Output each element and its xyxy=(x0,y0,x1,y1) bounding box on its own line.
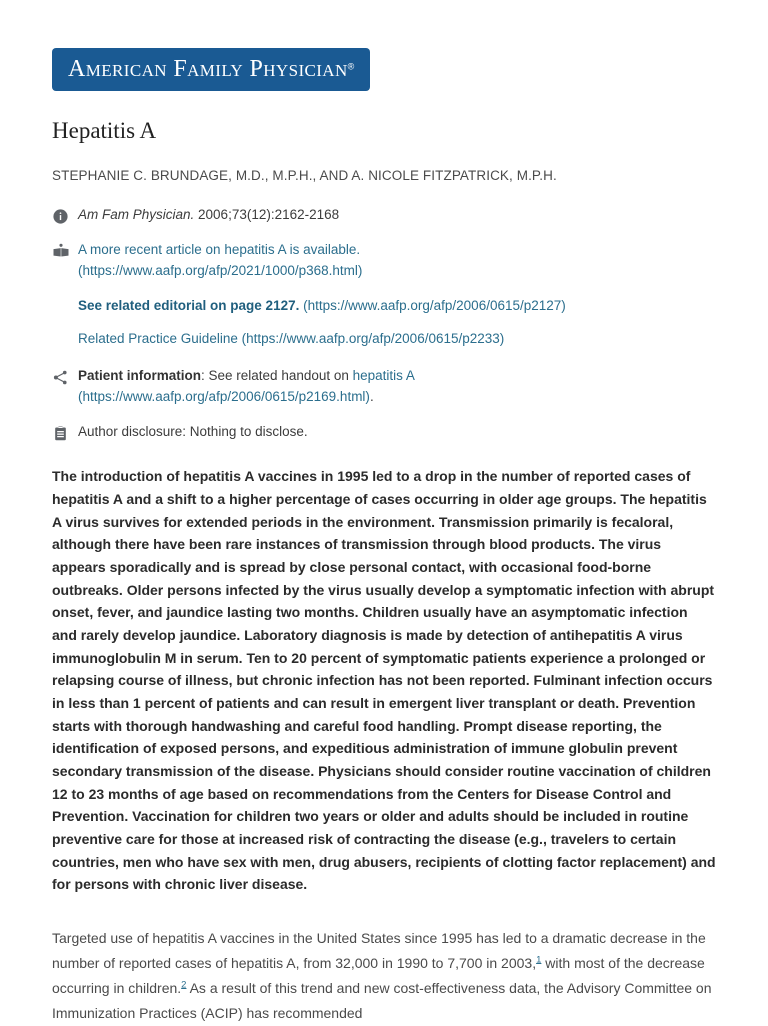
recent-article-row xyxy=(52,240,716,282)
author-list: STEPHANIE C. BRUNDAGE, M.D., M.P.H., AND A. NICOLE FITZPATRICK, M.P.H. xyxy=(52,167,557,183)
reference-link-2[interactable]: 2 xyxy=(181,979,187,991)
body-text-part-2: with most of the decrease occurring in children. xyxy=(52,954,705,996)
afp-logo-banner[interactable] xyxy=(52,48,370,91)
patient-handout-link[interactable]: hepatitis A xyxy=(352,368,415,384)
editorial-icon-spacer xyxy=(52,296,78,317)
citation-text xyxy=(78,205,716,226)
recent-article-text xyxy=(78,240,716,282)
patient-info-row xyxy=(52,366,716,408)
clipboard-icon xyxy=(52,422,78,443)
guideline-row xyxy=(52,329,716,350)
editorial-url[interactable]: (https://www.aafp.org/afp/2006/0615/p2127) xyxy=(299,298,566,314)
recent-article-url[interactable]: (https://www.aafp.org/afp/2021/1000/p368.html) xyxy=(78,263,363,279)
afp-logo-text: American Family Physician xyxy=(68,56,348,82)
guideline-link[interactable]: Related Practice Guideline (https://www.aafp.org/afp/2006/0615/p2233) xyxy=(78,331,505,347)
body-text-part-1: Targeted use of hepatitis A vaccines in the United States since 1995 has led to a dramatic decrease in the number of reported cases of hepatitis A, from 32,000 in 1990 to 7,700 in 2003, xyxy=(52,929,706,971)
patient-info-label: Patient information xyxy=(78,368,202,384)
journal-name: Am Fam Physician. xyxy=(78,207,195,223)
recent-article-link[interactable]: A more recent article on hepatitis A is available. xyxy=(78,242,361,258)
abstract-paragraph: The introduction of hepatitis A vaccines in 1995 led to a drop in the number of reported cases of hepatitis A and a shift to a higher percentage of cases occurring in older age groups. The hepatitis A virus survives for extended periods in the environment. Transmission primarily is fecaloral, although there have been rare instances of transmission through blood products. The virus appears sporadically and is spread by close personal contact, with occasional food-borne outbreaks. Older persons infected by the virus usually develop a symptomatic infection with abrupt onset, fever, and jaundice lasting two months. Children usually have an asymptomatic infection and rarely develop jaundice. Laboratory diagnosis is made by detection of antihepatitis A virus immunoglobulin M in serum. Ten to 20 percent of symptomatic patients experience a prolonged or relapsing course of illness, but chronic infection has not been reported. Fulminant infection occurs in less than 1 percent of patients and can result in emergent liver transplant or death. Prevention starts with thorough handwashing and careful food handling. Prompt disease reporting, the identification of exposed persons, and expeditious administration of immune globulin prevent secondary transmission of the disease. Physicians should consider routine vaccination of children 12 to 23 months of age based on recommendations from the Centers for Disease Control and Prevention. Vaccination for children two years or older and adults should be included in routine preventive care for those at increased risk of contracting the disease (e.g., travelers to certain countries, men who have sex with men, drug abusers, recipients of clotting factor replacement) and for persons with chronic liver disease. xyxy=(52,468,716,893)
guideline-icon-spacer xyxy=(52,329,78,350)
patient-info-trailing: . xyxy=(369,389,374,405)
editorial-link[interactable]: See related editorial on page 2127. xyxy=(78,298,300,314)
editorial-row xyxy=(52,296,716,317)
guideline-text xyxy=(78,329,716,350)
editorial-text xyxy=(78,296,716,317)
citation-row xyxy=(52,205,716,226)
patient-handout-url[interactable]: (https://www.aafp.org/afp/2006/0615/p2169.html) xyxy=(78,389,370,405)
body-paragraph xyxy=(52,926,716,1026)
share-icon xyxy=(52,366,78,387)
registered-trademark-icon: ® xyxy=(347,61,355,72)
page-title: Hepatitis A xyxy=(52,118,157,143)
reference-link-1[interactable]: 1 xyxy=(536,954,542,966)
info-icon xyxy=(52,205,78,226)
body-text-part-3: As a result of this trend and new cost-effectiveness data, the Advisory Committee on Immunization Practices (ACIP) has recommended xyxy=(52,979,712,1021)
citation-details: 2006;73(12):2162-2168 xyxy=(194,207,340,223)
patient-info-lead: : See related handout on xyxy=(201,368,353,384)
disclosure-row xyxy=(52,422,716,443)
disclosure-text: Author disclosure: Nothing to disclose. xyxy=(78,424,308,440)
library-book-icon xyxy=(52,240,78,261)
patient-info-text xyxy=(78,366,716,408)
